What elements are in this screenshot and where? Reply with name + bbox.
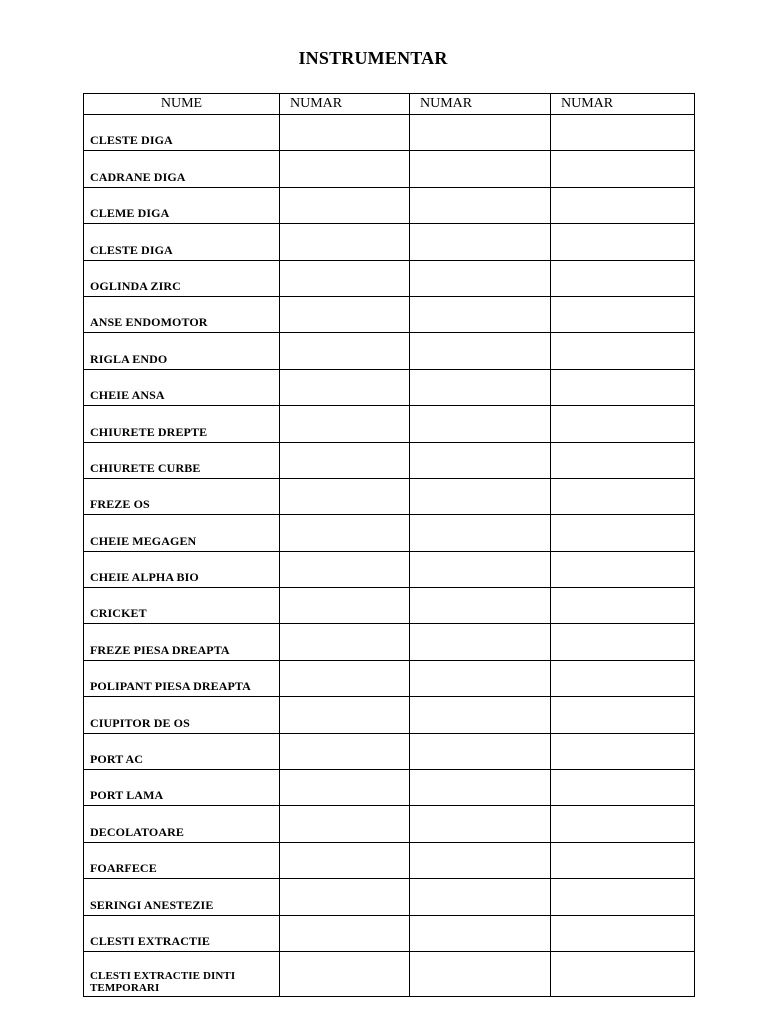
instrument-name: ANSE ENDOMOTOR xyxy=(84,296,280,332)
instrument-name: CHIURETE CURBE xyxy=(84,442,280,478)
instrument-name: CLEME DIGA xyxy=(84,187,280,223)
instrument-table xyxy=(83,93,695,997)
table-row xyxy=(84,624,695,660)
table-row xyxy=(84,406,695,442)
table-row xyxy=(84,442,695,478)
table-row xyxy=(84,806,695,842)
numar-cell[interactable] xyxy=(410,478,551,514)
table-row xyxy=(84,333,695,369)
table-row xyxy=(84,515,695,551)
instrument-name: RIGLA ENDO xyxy=(84,333,280,369)
table-row xyxy=(84,151,695,187)
numar-cell[interactable] xyxy=(551,442,695,478)
instrument-name: CIUPITOR DE OS xyxy=(84,697,280,733)
instrument-name: OGLINDA ZIRC xyxy=(84,260,280,296)
numar-cell[interactable] xyxy=(280,915,410,951)
header-row xyxy=(84,94,695,115)
numar-cell[interactable] xyxy=(280,260,410,296)
numar-cell[interactable] xyxy=(280,187,410,223)
numar-cell[interactable] xyxy=(551,915,695,951)
numar-cell[interactable] xyxy=(280,151,410,187)
table-row xyxy=(84,588,695,624)
instrument-name: CLESTI EXTRACTIE xyxy=(84,915,280,951)
numar-cell[interactable] xyxy=(551,151,695,187)
numar-cell[interactable] xyxy=(551,187,695,223)
header-numar-2: NUMAR xyxy=(410,94,551,115)
numar-cell[interactable] xyxy=(410,115,551,151)
instrument-name: CRICKET xyxy=(84,588,280,624)
numar-cell[interactable] xyxy=(410,187,551,223)
instrument-name: PORT LAMA xyxy=(84,770,280,806)
table-row xyxy=(84,187,695,223)
numar-cell[interactable] xyxy=(410,406,551,442)
table-row xyxy=(84,296,695,332)
instrument-name: CLESTI EXTRACTIE DINTI TEMPORARI xyxy=(84,951,280,996)
page-title: INSTRUMENTAR xyxy=(298,48,448,68)
instrument-name: CHEIE MEGAGEN xyxy=(84,515,280,551)
numar-cell[interactable] xyxy=(280,624,410,660)
numar-cell[interactable] xyxy=(280,115,410,151)
numar-cell[interactable] xyxy=(280,369,410,405)
numar-cell[interactable] xyxy=(280,733,410,769)
header-nume: NUME xyxy=(84,94,280,115)
numar-cell[interactable] xyxy=(280,806,410,842)
numar-cell[interactable] xyxy=(410,296,551,332)
instrument-name: CLESTE DIGA xyxy=(84,224,280,260)
numar-cell[interactable] xyxy=(410,588,551,624)
numar-cell[interactable] xyxy=(280,697,410,733)
table-row xyxy=(84,770,695,806)
numar-cell[interactable] xyxy=(410,733,551,769)
instrument-name: SERINGI ANESTEZIE xyxy=(84,879,280,915)
numar-cell[interactable] xyxy=(551,588,695,624)
numar-cell[interactable] xyxy=(280,442,410,478)
numar-cell[interactable] xyxy=(410,151,551,187)
numar-cell[interactable] xyxy=(410,624,551,660)
table-row xyxy=(84,697,695,733)
numar-cell[interactable] xyxy=(410,660,551,696)
table-row xyxy=(84,842,695,878)
instrument-name: POLIPANT PIESA DREAPTA xyxy=(84,660,280,696)
numar-cell[interactable] xyxy=(551,478,695,514)
numar-cell[interactable] xyxy=(410,515,551,551)
numar-cell[interactable] xyxy=(410,842,551,878)
numar-cell[interactable] xyxy=(551,806,695,842)
table-row xyxy=(84,369,695,405)
numar-cell[interactable] xyxy=(410,915,551,951)
table-row xyxy=(84,478,695,514)
header-numar-3: NUMAR xyxy=(551,94,695,115)
numar-cell[interactable] xyxy=(280,951,410,996)
instrument-name: FREZE OS xyxy=(84,478,280,514)
instrument-name: FOARFECE xyxy=(84,842,280,878)
table-row xyxy=(84,915,695,951)
numar-cell[interactable] xyxy=(551,551,695,587)
table-row xyxy=(84,879,695,915)
table-row xyxy=(84,733,695,769)
numar-cell[interactable] xyxy=(551,770,695,806)
numar-cell[interactable] xyxy=(551,369,695,405)
numar-cell[interactable] xyxy=(410,879,551,915)
numar-cell[interactable] xyxy=(280,842,410,878)
instrument-name: PORT AC xyxy=(84,733,280,769)
numar-cell[interactable] xyxy=(551,406,695,442)
numar-cell[interactable] xyxy=(280,770,410,806)
numar-cell[interactable] xyxy=(551,115,695,151)
numar-cell[interactable] xyxy=(280,879,410,915)
instrument-name: FREZE PIESA DREAPTA xyxy=(84,624,280,660)
numar-cell[interactable] xyxy=(410,260,551,296)
table-row xyxy=(84,660,695,696)
table-row xyxy=(84,951,695,996)
table-row xyxy=(84,551,695,587)
instrument-name: CHEIE ALPHA BIO xyxy=(84,551,280,587)
numar-cell[interactable] xyxy=(410,951,551,996)
numar-cell[interactable] xyxy=(410,224,551,260)
numar-cell[interactable] xyxy=(410,369,551,405)
numar-cell[interactable] xyxy=(551,733,695,769)
instrument-name: CADRANE DIGA xyxy=(84,151,280,187)
numar-cell[interactable] xyxy=(280,224,410,260)
numar-cell[interactable] xyxy=(551,842,695,878)
numar-cell[interactable] xyxy=(551,333,695,369)
numar-cell[interactable] xyxy=(551,951,695,996)
table-row xyxy=(84,260,695,296)
numar-cell[interactable] xyxy=(410,770,551,806)
numar-cell[interactable] xyxy=(410,333,551,369)
numar-cell[interactable] xyxy=(280,551,410,587)
numar-cell[interactable] xyxy=(551,660,695,696)
numar-cell[interactable] xyxy=(280,515,410,551)
numar-cell[interactable] xyxy=(410,442,551,478)
numar-cell[interactable] xyxy=(551,296,695,332)
numar-cell[interactable] xyxy=(551,624,695,660)
numar-cell[interactable] xyxy=(551,260,695,296)
numar-cell[interactable] xyxy=(551,515,695,551)
numar-cell[interactable] xyxy=(280,660,410,696)
instrument-name: CLESTE DIGA xyxy=(84,115,280,151)
instrument-name: DECOLATOARE xyxy=(84,806,280,842)
numar-cell[interactable] xyxy=(410,697,551,733)
numar-cell[interactable] xyxy=(410,806,551,842)
numar-cell[interactable] xyxy=(551,879,695,915)
instrument-name: CHEIE ANSA xyxy=(84,369,280,405)
numar-cell[interactable] xyxy=(280,333,410,369)
numar-cell[interactable] xyxy=(280,296,410,332)
table-row xyxy=(84,115,695,151)
numar-cell[interactable] xyxy=(280,406,410,442)
numar-cell[interactable] xyxy=(280,478,410,514)
table-row xyxy=(84,224,695,260)
numar-cell[interactable] xyxy=(551,697,695,733)
instrument-name: CHIURETE DREPTE xyxy=(84,406,280,442)
numar-cell[interactable] xyxy=(280,588,410,624)
numar-cell[interactable] xyxy=(410,551,551,587)
numar-cell[interactable] xyxy=(551,224,695,260)
header-numar-1: NUMAR xyxy=(280,94,410,115)
